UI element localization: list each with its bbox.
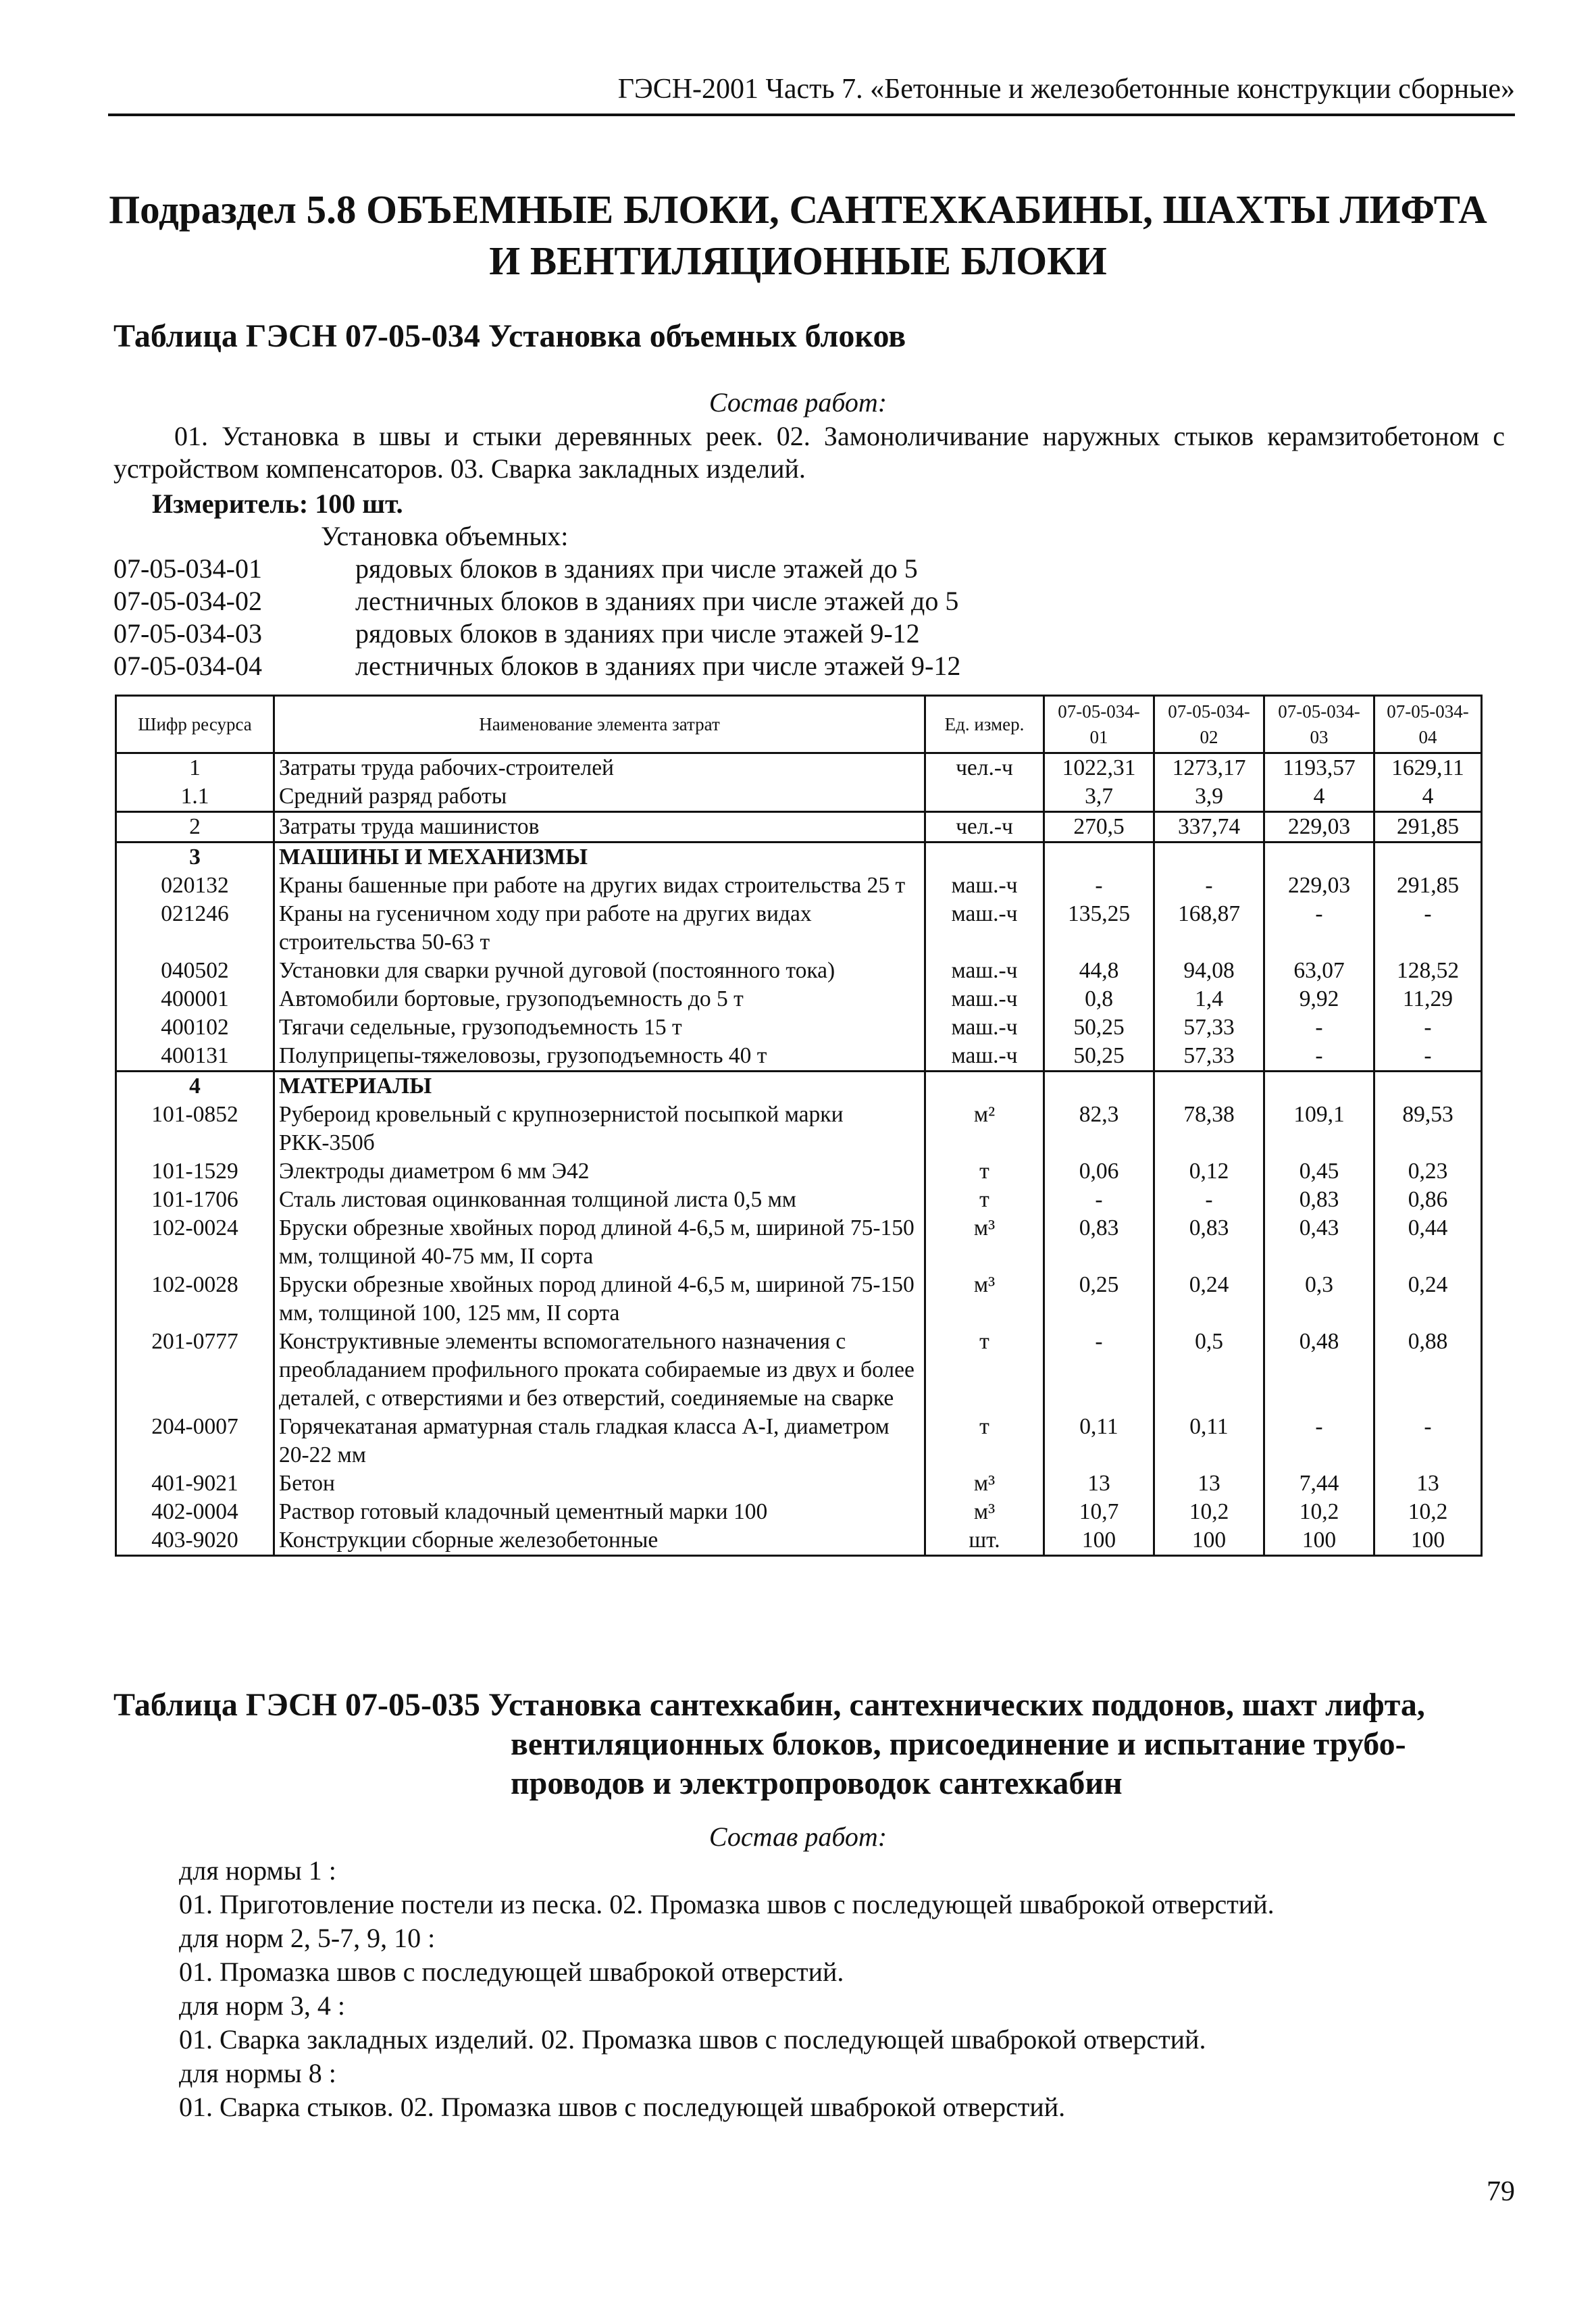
norm-code: 07-05-034-04: [113, 651, 262, 681]
norm-code-row: [113, 650, 960, 682]
norm-code-row: [113, 553, 960, 585]
norm-value: 63,07: [1264, 957, 1374, 985]
norm-value: [1044, 1072, 1154, 1101]
running-header: [108, 68, 1515, 116]
resource-unit: маш.-ч: [925, 985, 1044, 1013]
norm-value: 0,83: [1044, 1214, 1154, 1271]
norm-value: 4: [1374, 782, 1482, 812]
norm-value: -: [1374, 1413, 1482, 1469]
table34-install-heading: Установка объемных:: [321, 521, 569, 551]
resource-name: Конструктивные элементы вспомогательного назначения с преобладанием профильного проката собираемые из двух и более деталей, с отверстиями и без отверстий, соединяемые на сварке: [274, 1328, 925, 1413]
norm-value: 0,48: [1264, 1328, 1374, 1413]
norm-text: рядовых блоков в зданиях при числе этажей до 5: [355, 553, 918, 584]
table35-line: для нормы 1 :: [179, 1855, 336, 1886]
resource-name: Сталь листовая оцинкованная толщиной листа 0,5 мм: [274, 1186, 925, 1214]
resource-name: Бруски обрезные хвойных пород длиной 4-6,5 м, шириной 75-150 мм, толщиной 100, 125 мм, II сорта: [274, 1271, 925, 1328]
norm-value: 100: [1264, 1526, 1374, 1556]
resource-unit: шт.: [925, 1526, 1044, 1556]
table35-line: 01. Сварка стыков. 02. Промазка швов с последующей шваброкой отверстий.: [179, 2092, 1066, 2122]
resource-name: Бетон: [274, 1469, 925, 1498]
norm-value: 50,25: [1044, 1013, 1154, 1042]
table35-line: для нормы 8 :: [179, 2058, 336, 2088]
table-row: [116, 812, 1482, 842]
norm-value: 128,52: [1374, 957, 1482, 985]
resource-unit: маш.-ч: [925, 1042, 1044, 1072]
norm-value: 3,9: [1154, 782, 1264, 812]
resource-code: 400102: [116, 1013, 274, 1042]
norm-value: 337,74: [1154, 812, 1264, 842]
col-header-unit: Ед. измер.: [925, 696, 1044, 753]
norm-value: 1,4: [1154, 985, 1264, 1013]
norm-value: 13: [1154, 1469, 1264, 1498]
norm-value: 10,2: [1264, 1498, 1374, 1526]
norm-text: рядовых блоков в зданиях при числе этажей 9-12: [355, 618, 920, 649]
resource-unit: маш.-ч: [925, 900, 1044, 957]
norm-value: 0,5: [1154, 1328, 1264, 1413]
norm-value: -: [1044, 1328, 1154, 1413]
norm-value: 168,87: [1154, 900, 1264, 957]
table34-works: 01. Установка в швы и стыки деревянных реек. 02. Замоноличивание наружных стыков керамзитобетоном с устройством компенсаторов. 03. Сварка закладных изделий.: [113, 421, 1505, 484]
resource-unit: [925, 782, 1044, 812]
table-row: [116, 1328, 1482, 1413]
norm-value: 0,23: [1374, 1157, 1482, 1186]
resource-code: 102-0028: [116, 1271, 274, 1328]
norm-value: 109,1: [1264, 1101, 1374, 1157]
resource-unit: м²: [925, 1101, 1044, 1157]
norm-value: 0,12: [1154, 1157, 1264, 1186]
norm-value: 270,5: [1044, 812, 1154, 842]
norm-value: 100: [1154, 1526, 1264, 1556]
table35-line: для норм 3, 4 :: [179, 1990, 345, 2021]
table-row: [116, 782, 1482, 812]
table35-title-line3: проводов и электропроводок сантехкабин: [511, 1765, 1123, 1801]
norm-value: -: [1374, 900, 1482, 957]
norm-value: 1022,31: [1044, 753, 1154, 783]
norm-value: 89,53: [1374, 1101, 1482, 1157]
resource-unit: т: [925, 1186, 1044, 1214]
norm-value: 229,03: [1264, 812, 1374, 842]
norm-value: 291,85: [1374, 872, 1482, 900]
resource-code: 101-0852: [116, 1101, 274, 1157]
norm-text: лестничных блоков в зданиях при числе этажей до 5: [355, 586, 959, 616]
norm-value: 57,33: [1154, 1042, 1264, 1072]
norm-value: [1264, 842, 1374, 872]
norm-value: 0,25: [1044, 1271, 1154, 1328]
table35-title-line1: Таблица ГЭСН 07-05-035 Установка сантехкабин, сантехнических поддонов, шахт лифта,: [113, 1687, 1425, 1723]
resource-name: Краны башенные при работе на других видах строительства 25 т: [274, 872, 925, 900]
resource-name: Конструкции сборные железобетонные: [274, 1526, 925, 1556]
subsection-title: [81, 184, 1515, 286]
resource-name: МАШИНЫ И МЕХАНИЗМЫ: [274, 842, 925, 872]
table-row: [116, 1186, 1482, 1214]
norm-code-row: [113, 618, 960, 650]
norm-value: 0,8: [1044, 985, 1154, 1013]
norm-value: [1044, 842, 1154, 872]
norm-value: 0,83: [1154, 1214, 1264, 1271]
resource-unit: м³: [925, 1498, 1044, 1526]
resource-code: 400001: [116, 985, 274, 1013]
norm-value: 1193,57: [1264, 753, 1374, 783]
resource-name: Раствор готовый кладочный цементный марки 100: [274, 1498, 925, 1526]
resource-name: Затраты труда машинистов: [274, 812, 925, 842]
resource-unit: маш.-ч: [925, 957, 1044, 985]
running-title: ГЭСН-2001 Часть 7. «Бетонные и железобетонные конструкции сборные»: [617, 74, 1515, 105]
resource-unit: [925, 842, 1044, 872]
norm-value: 0,45: [1264, 1157, 1374, 1186]
norm-value: 229,03: [1264, 872, 1374, 900]
table35-title-line2: вентиляционных блоков, присоединение и испытание трубо-: [511, 1726, 1406, 1762]
norm-value: 0,11: [1154, 1413, 1264, 1469]
norm-value: -: [1264, 900, 1374, 957]
table-row: [116, 1042, 1482, 1072]
table35-line: 01. Приготовление постели из песка. 02. Промазка швов с последующей шваброкой отверстий.: [179, 1889, 1275, 1919]
table-row: [116, 872, 1482, 900]
page-number: 79: [1487, 2176, 1515, 2207]
col-header-norm-1: 07-05-034-01: [1044, 696, 1154, 753]
norm-value: 10,7: [1044, 1498, 1154, 1526]
resource-unit: [925, 1072, 1044, 1101]
norm-value: -: [1374, 1042, 1482, 1072]
norm-value: [1154, 1072, 1264, 1101]
table-row: [116, 1271, 1482, 1328]
norm-value: 44,8: [1044, 957, 1154, 985]
norm-code-row: [113, 585, 960, 618]
norm-value: 78,38: [1154, 1101, 1264, 1157]
resource-unit: м³: [925, 1469, 1044, 1498]
table-row: [116, 1469, 1482, 1498]
table34-composition-label: Состав работ:: [709, 387, 887, 418]
resource-code: 2: [116, 812, 274, 842]
table-row: [116, 1214, 1482, 1271]
norm-value: 10,2: [1374, 1498, 1482, 1526]
subsection-title-line1: Подраздел 5.8 ОБЪЕМНЫЕ БЛОКИ, САНТЕХКАБИНЫ, ШАХТЫ ЛИФТА: [109, 187, 1487, 232]
norm-value: 13: [1044, 1469, 1154, 1498]
resource-code: 3: [116, 842, 274, 872]
col-header-norm-4: 07-05-034-04: [1374, 696, 1482, 753]
resource-unit: маш.-ч: [925, 1013, 1044, 1042]
resource-table-body: [116, 753, 1482, 1556]
resource-code: 4: [116, 1072, 274, 1101]
resource-name: МАТЕРИАЛЫ: [274, 1072, 925, 1101]
norm-value: 0,11: [1044, 1413, 1154, 1469]
resource-code: 401-9021: [116, 1469, 274, 1498]
col-header-name: Наименование элемента затрат: [274, 696, 925, 753]
norm-value: 0,24: [1374, 1271, 1482, 1328]
resource-name: Бруски обрезные хвойных пород длиной 4-6,5 м, шириной 75-150 мм, толщиной 40-75 мм, II сорта: [274, 1214, 925, 1271]
resource-name: Полуприцепы-тяжеловозы, грузоподъемность 40 т: [274, 1042, 925, 1072]
resource-unit: т: [925, 1157, 1044, 1186]
norm-value: 0,83: [1264, 1186, 1374, 1214]
norm-value: 1273,17: [1154, 753, 1264, 783]
norm-value: [1374, 842, 1482, 872]
resource-code: 400131: [116, 1042, 274, 1072]
resource-name: Электроды диаметром 6 мм Э42: [274, 1157, 925, 1186]
resource-name: Тягачи седельные, грузоподъемность 15 т: [274, 1013, 925, 1042]
resource-code: 021246: [116, 900, 274, 957]
resource-unit: чел.-ч: [925, 753, 1044, 783]
norm-value: 291,85: [1374, 812, 1482, 842]
norm-value: [1264, 1072, 1374, 1101]
norm-code: 07-05-034-03: [113, 618, 262, 649]
norm-value: 11,29: [1374, 985, 1482, 1013]
norm-code-list: [113, 553, 960, 682]
norm-value: 94,08: [1154, 957, 1264, 985]
table34-title: Таблица ГЭСН 07-05-034 Установка объемных блоков: [113, 318, 906, 354]
norm-value: -: [1264, 1413, 1374, 1469]
norm-value: 0,3: [1264, 1271, 1374, 1328]
table35-line: 01. Промазка швов с последующей шваброкой отверстий.: [179, 1957, 844, 1987]
norm-value: 7,44: [1264, 1469, 1374, 1498]
norm-value: -: [1154, 1186, 1264, 1214]
resource-unit: м³: [925, 1271, 1044, 1328]
table34-measurer: Измеритель: 100 шт.: [152, 488, 403, 519]
norm-value: [1374, 1072, 1482, 1101]
table-row: [116, 1413, 1482, 1469]
resource-code: 1: [116, 753, 274, 783]
norm-value: 0,88: [1374, 1328, 1482, 1413]
table35-title: [113, 1686, 1491, 1803]
resource-name: Рубероид кровельный с крупнозернистой посыпкой марки РКК-350б: [274, 1101, 925, 1157]
table-row: [116, 985, 1482, 1013]
col-header-norm-2: 07-05-034-02: [1154, 696, 1264, 753]
table35-composition-label: Состав работ:: [709, 1821, 887, 1852]
norm-value: -: [1374, 1013, 1482, 1042]
resource-unit: м³: [925, 1214, 1044, 1271]
resource-code: 101-1706: [116, 1186, 274, 1214]
table-row: [116, 753, 1482, 783]
col-header-code: Шифр ресурса: [116, 696, 274, 753]
resource-code: 020132: [116, 872, 274, 900]
norm-value: 57,33: [1154, 1013, 1264, 1042]
norm-value: 135,25: [1044, 900, 1154, 957]
col-header-norm-3: 07-05-034-03: [1264, 696, 1374, 753]
resource-unit: т: [925, 1413, 1044, 1469]
norm-value: 100: [1044, 1526, 1154, 1556]
resource-code: 101-1529: [116, 1157, 274, 1186]
resource-unit: маш.-ч: [925, 872, 1044, 900]
table-row: [116, 1498, 1482, 1526]
norm-value: 1629,11: [1374, 753, 1482, 783]
resource-code: 1.1: [116, 782, 274, 812]
norm-value: -: [1264, 1013, 1374, 1042]
resource-name: Автомобили бортовые, грузоподъемность до 5 т: [274, 985, 925, 1013]
norm-value: 0,06: [1044, 1157, 1154, 1186]
resource-code: 402-0004: [116, 1498, 274, 1526]
subsection-title-line2: И ВЕНТИЛЯЦИОННЫЕ БЛОКИ: [489, 238, 1107, 283]
norm-value: [1154, 842, 1264, 872]
norm-value: -: [1154, 872, 1264, 900]
table-row: [116, 1072, 1482, 1101]
resource-name: Затраты труда рабочих-строителей: [274, 753, 925, 783]
table-row: [116, 1157, 1482, 1186]
norm-value: -: [1044, 872, 1154, 900]
resource-name: Краны на гусеничном ходу при работе на других видах строительства 50-63 т: [274, 900, 925, 957]
resource-name: Горячекатаная арматурная сталь гладкая класса А-I, диаметром 20-22 мм: [274, 1413, 925, 1469]
norm-value: 0,44: [1374, 1214, 1482, 1271]
table-row: [116, 957, 1482, 985]
norm-code: 07-05-034-01: [113, 553, 262, 584]
norm-value: 100: [1374, 1526, 1482, 1556]
table-header-row: [116, 696, 1482, 753]
norm-value: 82,3: [1044, 1101, 1154, 1157]
norm-value: -: [1264, 1042, 1374, 1072]
norm-value: 13: [1374, 1469, 1482, 1498]
table-row: [116, 842, 1482, 872]
norm-text: лестничных блоков в зданиях при числе этажей 9-12: [355, 651, 961, 681]
resource-code: 204-0007: [116, 1413, 274, 1469]
table-row: [116, 1101, 1482, 1157]
resource-code: 102-0024: [116, 1214, 274, 1271]
norm-value: -: [1044, 1186, 1154, 1214]
resource-code: 201-0777: [116, 1328, 274, 1413]
table-row: [116, 1526, 1482, 1556]
norm-value: 9,92: [1264, 985, 1374, 1013]
table-row: [116, 1013, 1482, 1042]
resource-unit: т: [925, 1328, 1044, 1413]
norm-value: 0,43: [1264, 1214, 1374, 1271]
resource-code: 040502: [116, 957, 274, 985]
norm-value: 0,86: [1374, 1186, 1482, 1214]
resource-code: 403-9020: [116, 1526, 274, 1556]
norm-value: 0,24: [1154, 1271, 1264, 1328]
table-row: [116, 900, 1482, 957]
norm-value: 4: [1264, 782, 1374, 812]
resource-unit: чел.-ч: [925, 812, 1044, 842]
resource-name: Средний разряд работы: [274, 782, 925, 812]
resource-name: Установки для сварки ручной дуговой (постоянного тока): [274, 957, 925, 985]
norm-value: 3,7: [1044, 782, 1154, 812]
norm-value: 50,25: [1044, 1042, 1154, 1072]
resource-table: [115, 695, 1483, 1557]
norm-value: 10,2: [1154, 1498, 1264, 1526]
table35-line: для норм 2, 5-7, 9, 10 :: [179, 1923, 436, 1953]
table35-line: 01. Сварка закладных изделий. 02. Промазка швов с последующей шваброкой отверстий.: [179, 2024, 1206, 2055]
norm-code: 07-05-034-02: [113, 586, 262, 616]
